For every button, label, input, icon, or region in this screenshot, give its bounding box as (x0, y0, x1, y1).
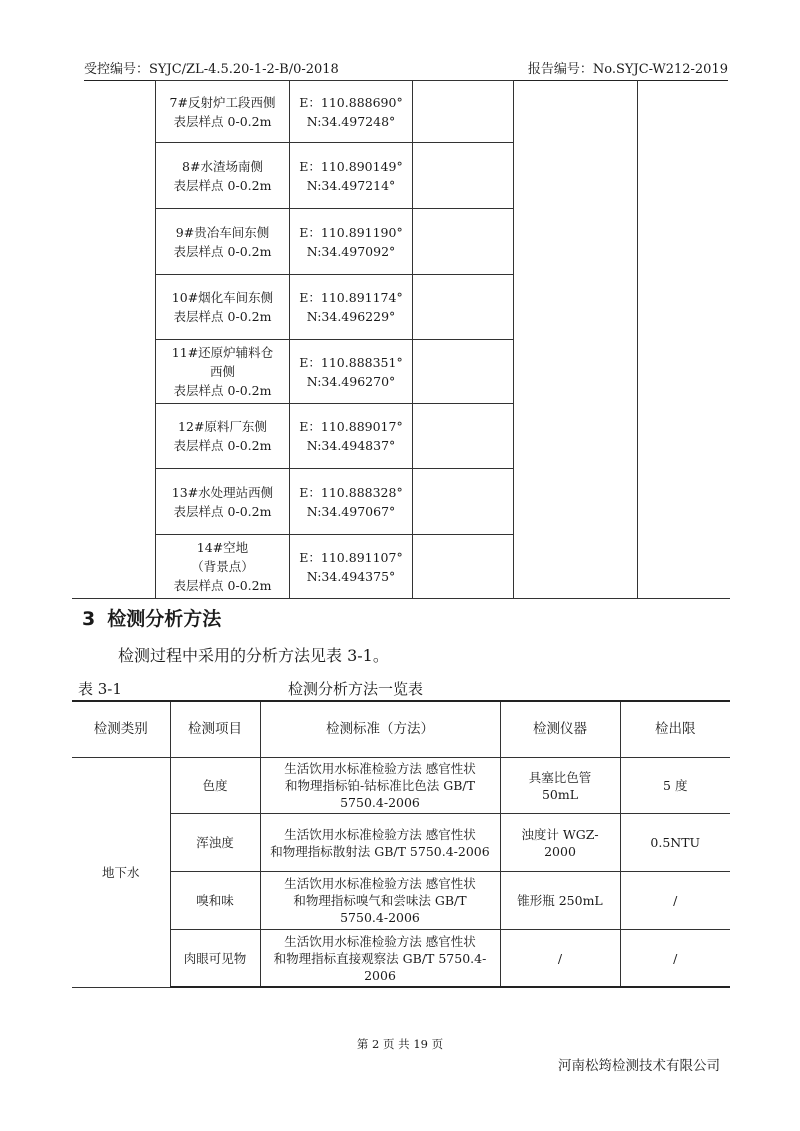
item-cell: 肉眼可见物 (170, 930, 260, 988)
sample-name: 14#空地 （背景点） 表层样点 0-0.2m (156, 535, 290, 599)
sample-name: 8#水渣场南侧 表层样点 0-0.2m (156, 143, 290, 209)
table-row (72, 814, 730, 872)
sample-name: 9#贵冶车间东侧 表层样点 0-0.2m (156, 209, 290, 275)
limit-cell: 5 度 (620, 758, 730, 814)
item-cell: 浑浊度 (170, 814, 260, 872)
sample-row (156, 209, 514, 275)
sample-blank-cell (413, 209, 514, 275)
report-number: 报告编号：No.SYJC-W212-2019 (527, 62, 728, 77)
sample-blank-cell (413, 469, 514, 535)
section-paragraph: 检测过程中采用的分析方法见表 3-1。 (118, 646, 389, 665)
item-cell: 色度 (170, 758, 260, 814)
methods-table (72, 700, 730, 988)
instrument-cell: / (500, 930, 620, 988)
outer-table-border (637, 80, 638, 598)
sample-row (156, 469, 514, 535)
page-number: 第 2 页 共 19 页 (356, 1037, 444, 1051)
header-limit: 检出限 (620, 701, 730, 758)
standard-cell: 生活饮用水标准检验方法 感官性状 和物理指标嗅气和尝味法 GB/T 5750.4-2006 (260, 872, 500, 930)
standard-cell: 生活饮用水标准检验方法 感官性状 和物理指标散射法 GB/T 5750.4-2006 (260, 814, 500, 872)
table-row (72, 872, 730, 930)
sample-coordinates: E：110.891190° N:34.497092° (290, 209, 413, 275)
section-heading (82, 604, 221, 631)
control-number: 受控编号：SYJC/ZL-4.5.20-1-2-B/0-2018 (84, 62, 339, 77)
sample-coordinates: E：110.888690° N:34.497248° (290, 81, 413, 143)
sample-row (156, 143, 514, 209)
category-cell: 地下水 (72, 758, 170, 988)
sample-coordinates: E：110.888351° N:34.496270° (290, 340, 413, 404)
table-row (72, 758, 730, 814)
methods-header-row (72, 701, 730, 758)
table-row (72, 930, 730, 988)
sample-row (156, 535, 514, 599)
standard-cell: 生活饮用水标准检验方法 感官性状 和物理指标铂-钴标准比色法 GB/T 5750.4-2006 (260, 758, 500, 814)
sample-name: 13#水处理站西侧 表层样点 0-0.2m (156, 469, 290, 535)
limit-cell: / (620, 872, 730, 930)
sample-name: 10#烟化车间东侧 表层样点 0-0.2m (156, 275, 290, 340)
section-number: 3 (82, 608, 96, 630)
sample-coordinates: E：110.888328° N:34.497067° (290, 469, 413, 535)
company-name: 河南松筠检测技术有限公司 (558, 1058, 720, 1074)
header-item: 检测项目 (170, 701, 260, 758)
item-cell: 嗅和味 (170, 872, 260, 930)
instrument-cell: 具塞比色管 50mL (500, 758, 620, 814)
sample-blank-cell (413, 340, 514, 404)
standard-cell: 生活饮用水标准检验方法 感官性状 和物理指标直接观察法 GB/T 5750.4- 2006 (260, 930, 500, 988)
table-title: 检测分析方法一览表 (288, 680, 424, 698)
sample-row (156, 81, 514, 143)
limit-cell: 0.5NTU (620, 814, 730, 872)
sample-name: 12#原料厂东侧 表层样点 0-0.2m (156, 404, 290, 469)
instrument-cell: 锥形瓶 250mL (500, 872, 620, 930)
sample-coordinates: E：110.891107° N:34.494375° (290, 535, 413, 599)
outer-table-bottom-border (72, 598, 730, 599)
sample-row (156, 404, 514, 469)
sample-blank-cell (413, 535, 514, 599)
table-number: 表 3-1 (78, 680, 122, 698)
sample-coordinates: E：110.891174° N:34.496229° (290, 275, 413, 340)
table-caption (72, 678, 730, 700)
header-instrument: 检测仪器 (500, 701, 620, 758)
sample-blank-cell (413, 143, 514, 209)
sample-name: 7#反射炉工段西侧 表层样点 0-0.2m (156, 81, 290, 143)
instrument-cell: 浊度计 WGZ- 2000 (500, 814, 620, 872)
sample-blank-cell (413, 275, 514, 340)
sample-row (156, 340, 514, 404)
sample-name: 11#还原炉辅料仓 西侧 表层样点 0-0.2m (156, 340, 290, 404)
sample-blank-cell (413, 404, 514, 469)
sample-row (156, 275, 514, 340)
page-header (84, 58, 728, 81)
sample-points-table (155, 80, 514, 599)
sample-blank-cell (413, 81, 514, 143)
sample-coordinates: E：110.889017° N:34.494837° (290, 404, 413, 469)
section-title: 检测分析方法 (107, 608, 222, 630)
limit-cell: / (620, 930, 730, 988)
sample-coordinates: E：110.890149° N:34.497214° (290, 143, 413, 209)
header-standard: 检测标准（方法） (260, 701, 500, 758)
header-category: 检测类别 (72, 701, 170, 758)
